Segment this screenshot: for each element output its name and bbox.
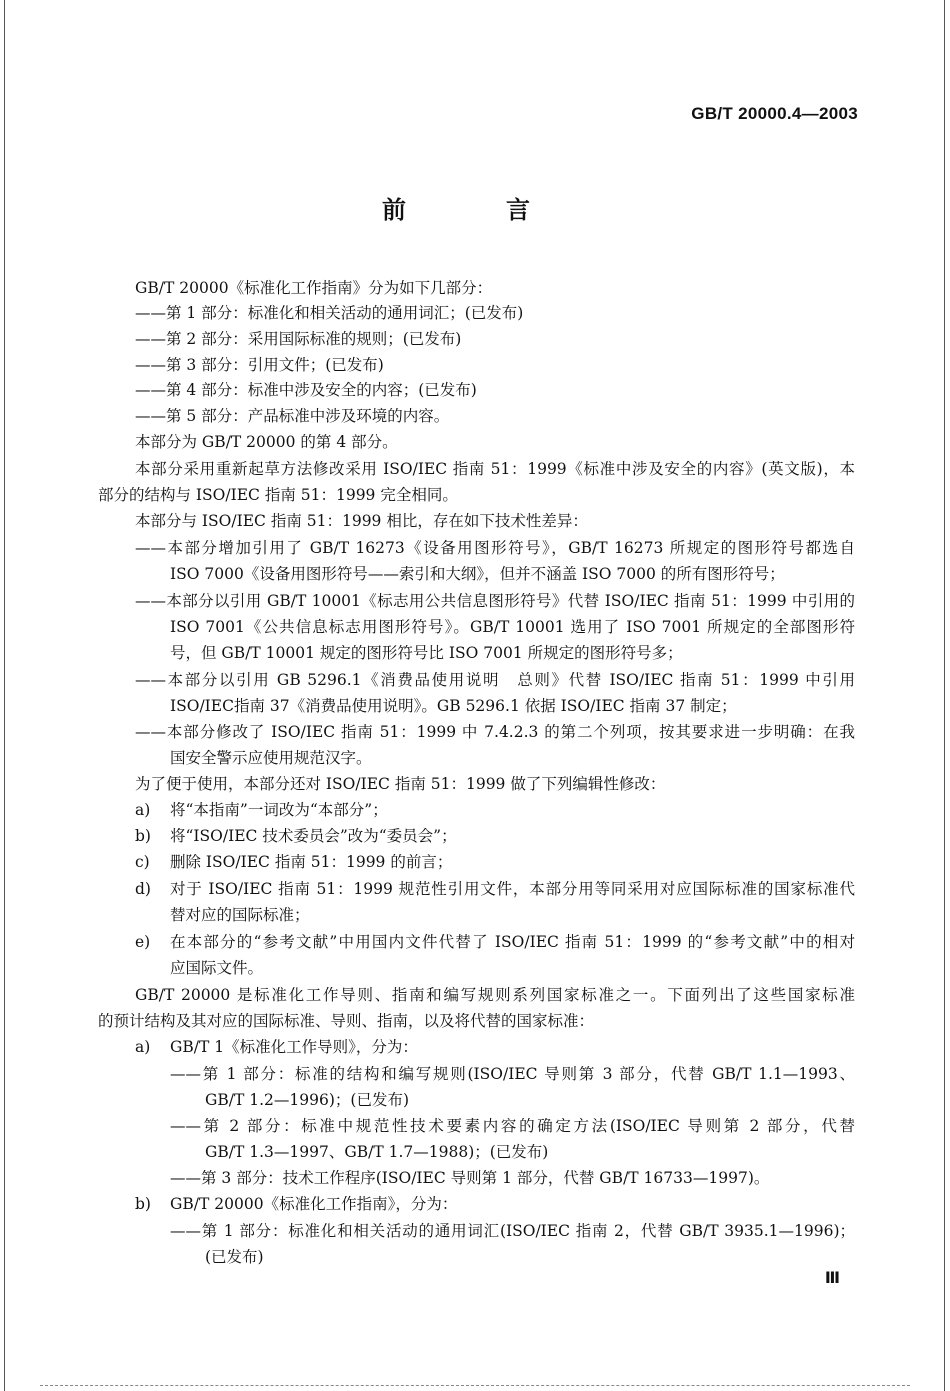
sub-list-item-continuation: GB/T 1.2—1996)；(已发布) [205, 1091, 409, 1109]
sub-list-item: ——第 1 部分：标准化和相关活动的通用词汇(ISO/IEC 指南 2，代替 GB/T 3935.1—1996)； [170, 1222, 855, 1240]
list-item: ——本部分以引用 GB/T 10001《标志用公共信息图形符号》代替 ISO/IEC 指南 51：1999 中引用的 [135, 592, 855, 610]
list-item-continuation: 号，但 GB/T 10001 规定的图形符号比 ISO 7001 所规定的图形符号多； [170, 644, 683, 662]
paragraph-line: 部分的结构与 ISO/IEC 指南 51：1999 完全相同。 [98, 486, 458, 504]
list-item: ——第 2 部分：采用国际标准的规则；(已发布) [135, 330, 462, 348]
list-item: 删除 ISO/IEC 指南 51：1999 的前言； [170, 853, 453, 871]
sub-list-item: ——第 2 部分：标准中规范性技术要素内容的确定方法(ISO/IEC 导则第 2 部分，代替 [170, 1117, 855, 1135]
list-item: ——第 5 部分：产品标准中涉及环境的内容。 [135, 407, 450, 425]
list-item: ——本部分修改了 ISO/IEC 指南 51：1999 中 7.4.2.3 的第二个列项，按其要求进一步明确：在我 [135, 723, 855, 741]
list-item: ——第 3 部分：引用文件；(已发布) [135, 356, 384, 374]
scan-edge-bottom [40, 1385, 910, 1386]
list-item-continuation: 替对应的国际标准； [170, 906, 310, 924]
list-item: 将“ISO/IEC 技术委员会”改为“委员会”； [170, 827, 457, 845]
paragraph-line: 本部分为 GB/T 20000 的第 4 部分。 [135, 433, 398, 451]
list-item-continuation: 国安全警示应使用规范汉字。 [170, 749, 372, 767]
list-marker: b) [135, 827, 151, 845]
paragraph-line: GB/T 20000《标准化工作指南》分为如下几部分： [135, 279, 493, 297]
paragraph-line: 本部分与 ISO/IEC 指南 51：1999 相比，存在如下技术性差异： [135, 512, 588, 530]
list-marker: c) [135, 853, 150, 871]
list-item-continuation: 应国际文件。 [170, 959, 264, 977]
list-item: 对于 ISO/IEC 指南 51：1999 规范性引用文件，本部分用等同采用对应国际标准的国家标准代 [170, 880, 855, 898]
sub-list-item: ——第 1 部分：标准的结构和编写规则(ISO/IEC 导则第 3 部分，代替 GB/T 1.1—1993、 [170, 1065, 855, 1083]
paragraph-line: 为了便于使用，本部分还对 ISO/IEC 指南 51：1999 做了下列编辑性修改： [135, 775, 666, 793]
list-item: 将“本指南”一词改为“本部分”； [170, 801, 388, 819]
list-item-continuation: ISO 7000《设备用图形符号——索引和大纲》，但并不涵盖 ISO 7000 的所有图形符号； [170, 565, 785, 583]
list-item: ——第 4 部分：标准中涉及安全的内容；(已发布) [135, 381, 477, 399]
list-item-continuation: ISO 7001《公共信息标志用图形符号》。GB/T 10001 选用了 ISO 7001 所规定的全部图形符 [170, 618, 855, 636]
list-item: ——本部分以引用 GB 5296.1《消费品使用说明 总则》代替 ISO/IEC 指南 51：1999 中引用 [135, 671, 855, 689]
list-item: ——第 1 部分：标准化和相关活动的通用词汇；(已发布) [135, 304, 524, 322]
standard-number: GB/T 20000.4—2003 [691, 104, 858, 123]
page-title: 前 言 [382, 196, 568, 224]
list-item-continuation: ISO/IEC指南 37《消费品使用说明》。GB 5296.1 依据 ISO/IEC 指南 37 制定； [170, 697, 737, 715]
list-marker: a) [135, 1038, 151, 1056]
list-item: 在本部分的“参考文献”中用国内文件代替了 ISO/IEC 指南 51：1999 的“参考文献”中的相对 [170, 933, 855, 951]
list-item: GB/T 1《标准化工作导则》，分为： [170, 1038, 418, 1056]
list-item: ——本部分增加引用了 GB/T 16273《设备用图形符号》，GB/T 16273 所规定的图形符号都选自 [135, 539, 855, 557]
sub-list-item-continuation: GB/T 1.3—1997、GB/T 1.7—1988)；(已发布) [205, 1143, 549, 1161]
sub-list-item-continuation: (已发布) [205, 1248, 264, 1266]
paragraph-line: GB/T 20000 是标准化工作导则、指南和编写规则系列国家标准之一。下面列出了这些国家标准 [135, 986, 855, 1004]
sub-list-item: ——第 3 部分：技术工作程序(ISO/IEC 导则第 1 部分，代替 GB/T 16733—1997)。 [170, 1169, 770, 1187]
page-number: Ⅲ [824, 1268, 840, 1287]
paragraph-line: 的预计结构及其对应的国际标准、导则、指南，以及将代替的国家标准： [98, 1012, 595, 1030]
list-marker: a) [135, 801, 151, 819]
list-marker: b) [135, 1195, 151, 1213]
list-marker: d) [135, 880, 151, 898]
list-marker: e) [135, 933, 151, 951]
paragraph-line: 本部分采用重新起草方法修改采用 ISO/IEC 指南 51：1999《标准中涉及安全的内容》(英文版)，本 [135, 460, 855, 478]
list-item: GB/T 20000《标准化工作指南》，分为： [170, 1195, 458, 1213]
